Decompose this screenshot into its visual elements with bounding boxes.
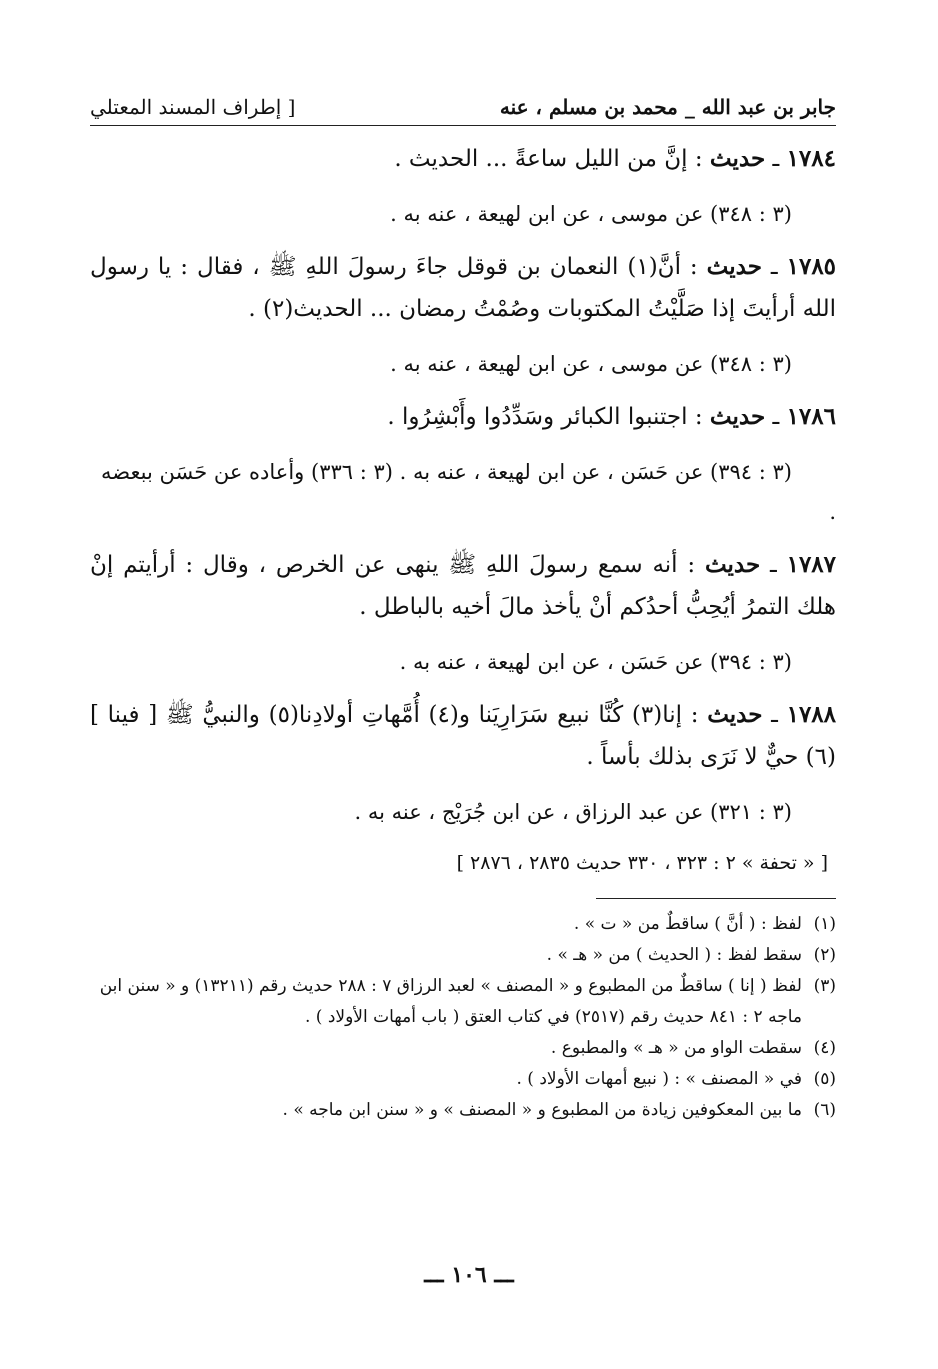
footnote	[90, 909, 836, 940]
hadith-isnad: (٣ : ٣٢١) عن عبد الرزاق ، عن ابن جُرَيْج ، عنه به .	[354, 800, 792, 824]
hadith-entry	[90, 694, 836, 778]
hadith-dash: ـ	[770, 552, 777, 578]
hadith-text: : أنه سمع رسولَ اللهِ ﷺ ينهى عن الخرص ، وقال : أرأيتم إنْ هلك التمرُ أيُحِبُّ أحدُكم أنْ يأخذ مالَ أخيه بالباطل .	[90, 552, 836, 620]
hadith-entry	[90, 396, 836, 438]
hadith-entry	[90, 246, 836, 330]
hadith-text: : إنا(٣) كُنَّا نبيع سَرَارِيَنا و(٤) أُمَّهاتِ أولادِنا(٥) والنبيُّ ﷺ [ فينا ](٦) حيٌّ لا نَرَى بذلك بأساً .	[90, 702, 836, 770]
hadith-dash: ـ	[770, 254, 778, 280]
header-book-title: [ إطراف المسند المعتلي	[90, 95, 296, 119]
hadith-dash: ـ	[772, 404, 780, 430]
footnote-text: ما بين المعكوفين زيادة من المطبوع و « المصنف » و « سنن ابن ماجه » .	[282, 1100, 802, 1120]
footnote-number: (٤)	[813, 1038, 836, 1058]
hadith-number: ١٧٨٨	[786, 701, 837, 728]
hadith-isnad: (٣ : ٣٩٤) عن حَسَن ، عن ابن لهيعة ، عنه به . (٣ : ٣٣٦) وأعاده عن حَسَن ببعضه .	[101, 460, 836, 524]
hadith-isnad: (٣ : ٣٤٨) عن موسى ، عن ابن لهيعة ، عنه به .	[390, 202, 792, 226]
footnote-divider	[596, 898, 836, 899]
hadith-text: : أنَّ(١) النعمان بن قوقل جاءَ رسولَ اللهِ ﷺ ، فقال : يا رسول الله أرأيتَ إذا صَلَّيْتُ المكتوبات وصُمْتُ رمضان ... الحديث(٢) .	[90, 254, 836, 322]
footnote-number: (٢)	[813, 945, 836, 965]
hadith-keyword: حديث	[709, 145, 766, 172]
tuhfa-reference: [ « تحفة » ٢ : ٣٢٣ ، ٣٣٠ حديث ٢٨٣٥ ، ٢٨٧٦ ]	[456, 852, 828, 874]
footnote	[90, 940, 836, 971]
hadith-entry	[90, 138, 836, 180]
hadith-dash: ـ	[771, 702, 778, 728]
hadith-isnad: (٣ : ٣٤٨) عن موسى ، عن ابن لهيعة ، عنه به .	[390, 352, 792, 376]
footnote-text: في « المصنف » : ( نبيع أمهات الأولاد ) .	[516, 1069, 802, 1089]
footnote	[90, 971, 836, 1033]
hadith-text: : اجتنبوا الكبائر وسَدِّدُوا وأَبْشِرُوا .	[387, 404, 703, 430]
hadith-keyword: حديث	[709, 403, 766, 430]
footnote-text: سقطت الواو من « هـ » والمطبوع .	[550, 1038, 802, 1058]
footnote	[90, 1095, 836, 1126]
hadith-text: : إنَّ من الليل ساعةً ... الحديث .	[394, 146, 703, 172]
footnote-text: سقط لفظ : ( الحديث ) من « هـ » .	[546, 945, 802, 965]
hadith-number: ١٧٨٤	[786, 145, 836, 172]
footnote-text: لفظ ( إنا ) ساقطٌ من المطبوع و « المصنف » لعبد الرزاق ٧ : ٢٨٨ حديث رقم (١٣٢١١) و « سنن ابن ماجه ٢ : ٨٤١ حديث رقم (٢٥١٧) في كتاب العتق ( باب أمهات الأولاد ) .	[99, 976, 802, 1027]
hadith-dash: ـ	[772, 146, 780, 172]
footnote-text: لفظ : ( أنَّ ) ساقطٌ من « ت » .	[573, 914, 802, 934]
hadith-number: ١٧٨٧	[786, 551, 837, 578]
footnote	[90, 1033, 836, 1064]
hadith-keyword: حديث	[707, 701, 763, 728]
footnote	[90, 1064, 836, 1095]
footnote-number: (٥)	[813, 1069, 836, 1089]
hadith-number: ١٧٨٦	[786, 403, 836, 430]
page-number: ـــ ١٠٦ ـــ	[424, 1262, 514, 1288]
hadith-isnad: (٣ : ٣٩٤) عن حَسَن ، عن ابن لهيعة ، عنه به .	[399, 650, 792, 674]
footnote-number: (١)	[813, 914, 836, 934]
running-header	[90, 95, 836, 126]
hadith-keyword: حديث	[706, 253, 762, 280]
hadith-number: ١٧٨٥	[786, 253, 837, 280]
footnote-number: (٣)	[813, 976, 836, 996]
hadith-keyword: حديث	[704, 551, 761, 578]
hadith-entry	[90, 544, 836, 628]
header-chapter-title: جابر بن عبد الله _ محمد بن مسلم ، عنه	[499, 95, 836, 119]
footnote-number: (٦)	[813, 1100, 836, 1120]
page	[90, 95, 836, 1126]
